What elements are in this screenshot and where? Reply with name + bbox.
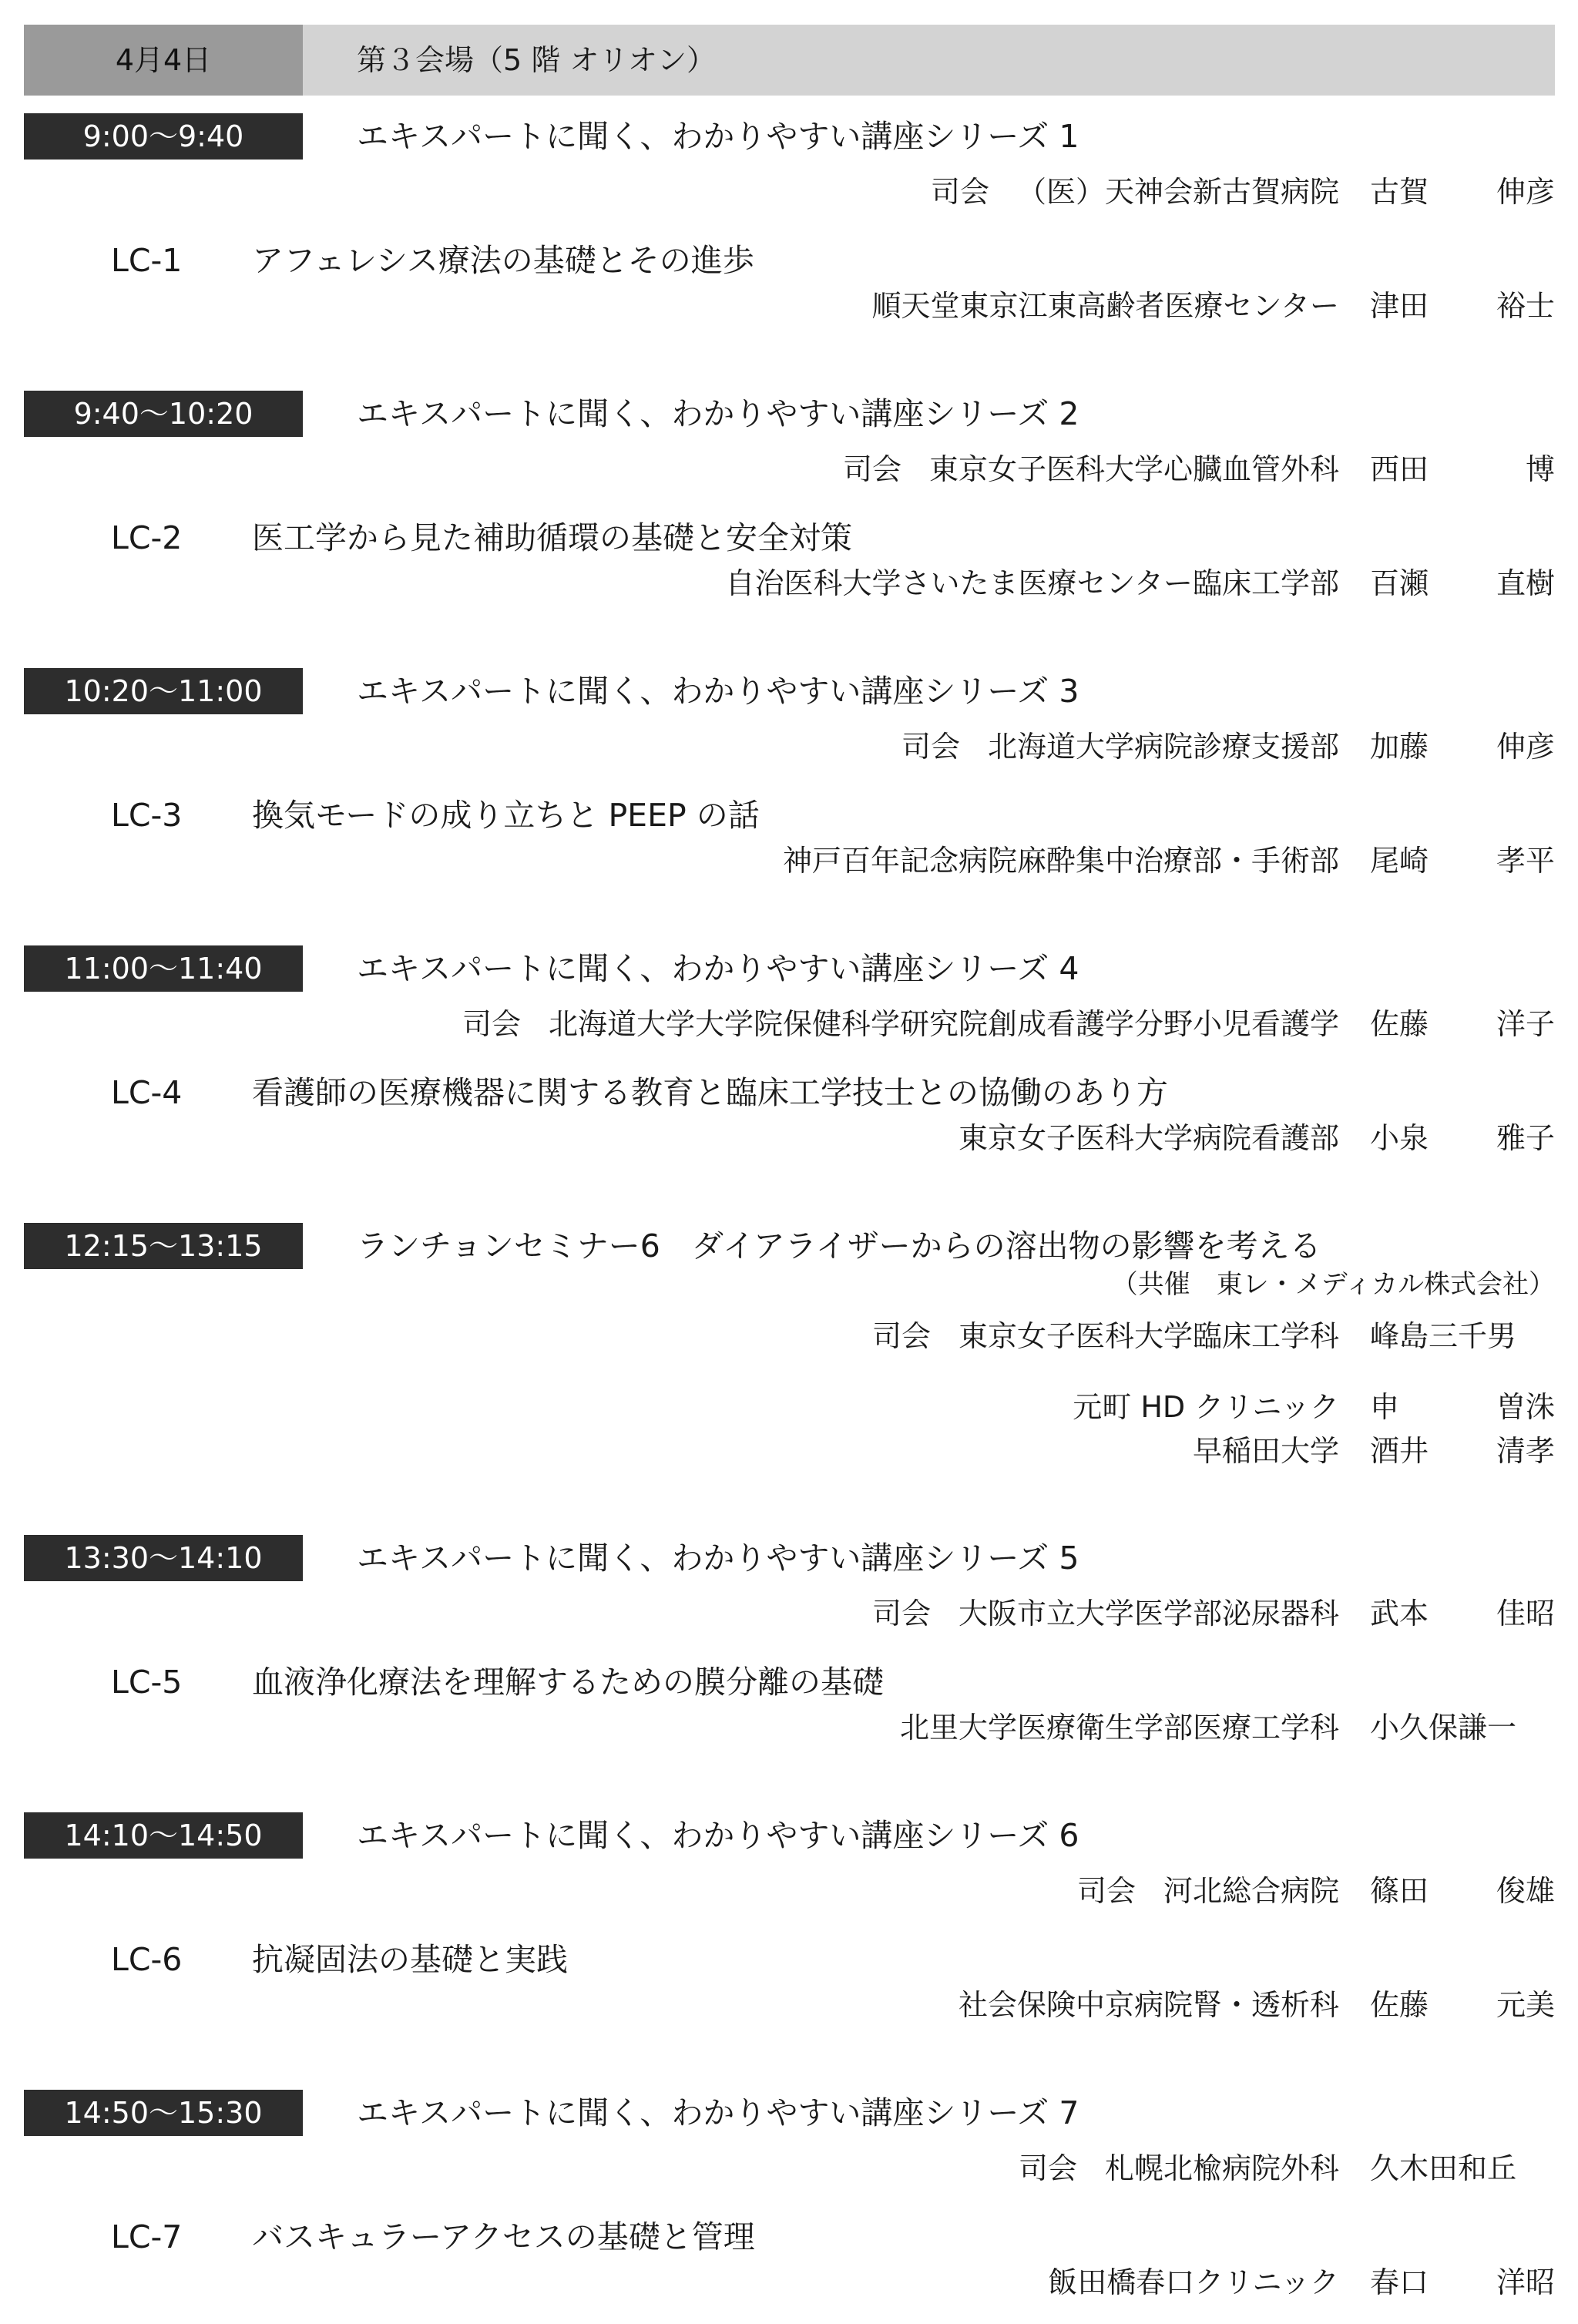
speaker-name: 津田 裕士 xyxy=(1370,289,1555,323)
speaker-line xyxy=(1193,1429,1555,1473)
lecture-title: バスキュラーアクセスの基礎と管理 xyxy=(252,2218,755,2255)
speaker-line xyxy=(726,562,1555,605)
chair-name: 佐藤 洋子 xyxy=(1370,1007,1555,1041)
chair-prefix: 司会 xyxy=(901,730,960,764)
speaker-line xyxy=(783,839,1555,882)
speaker-line xyxy=(1048,2261,1555,2304)
chair-prefix: 司会 xyxy=(462,1007,521,1041)
chair-name: 西田 博 xyxy=(1370,452,1555,486)
time-slot: 9:00〜9:40 xyxy=(24,113,303,160)
speaker-name: 佐藤 元美 xyxy=(1370,1988,1555,2022)
day-header xyxy=(24,25,1555,96)
chair-line xyxy=(872,1592,1555,1635)
chair-affiliation: 札幌北楡病院外科 xyxy=(1104,2151,1339,2185)
chair-line xyxy=(843,448,1555,491)
session-title: エキスパートに聞く、わかりやすい講座シリーズ 7 xyxy=(357,2094,1079,2131)
lecture-line xyxy=(111,238,754,283)
speaker-name: 春口 洋昭 xyxy=(1370,2265,1555,2299)
chair-prefix: 司会 xyxy=(871,1597,931,1630)
chair-name: 峰島三千男 xyxy=(1370,1319,1517,1353)
chair-prefix: 司会 xyxy=(1076,1874,1136,1908)
lecture-code: LC-3 xyxy=(111,797,183,834)
speaker-name: 尾崎 孝平 xyxy=(1370,844,1555,878)
chair-line xyxy=(872,1315,1555,1358)
lecture-title: 看護師の医療機器に関する教育と臨床工学技士との協働のあり方 xyxy=(252,1074,1169,1111)
time-slot: 13:30〜14:10 xyxy=(24,1535,303,1581)
speaker-affiliation: 早稲田大学 xyxy=(1192,1434,1339,1468)
chair-name: 武本 佳昭 xyxy=(1370,1597,1555,1630)
speaker-line xyxy=(872,284,1555,327)
lecture-code: LC-2 xyxy=(111,519,183,556)
chair-affiliation: 大阪市立大学医学部泌尿器科 xyxy=(958,1597,1339,1630)
chair-affiliation: 東京女子医科大学臨床工学科 xyxy=(958,1319,1339,1353)
speaker-line xyxy=(900,1706,1555,1749)
lecture-title: アフェレシス療法の基礎とその進歩 xyxy=(252,242,754,279)
lecture-code: LC-1 xyxy=(111,242,183,279)
chair-prefix: 司会 xyxy=(871,1319,931,1353)
time-slot: 11:00〜11:40 xyxy=(24,945,303,992)
lecture-code: LC-4 xyxy=(111,1074,183,1111)
chair-name: 古賀 伸彦 xyxy=(1370,175,1555,209)
chair-affiliation: （医）天神会新古賀病院 xyxy=(1016,175,1339,209)
lecture-line xyxy=(111,1937,568,1982)
time-slot: 14:50〜15:30 xyxy=(24,2090,303,2136)
lecture-line xyxy=(111,793,760,838)
session-title: エキスパートに聞く、わかりやすい講座シリーズ 5 xyxy=(357,1540,1079,1577)
time-slot: 9:40〜10:20 xyxy=(24,391,303,437)
chair-prefix: 司会 xyxy=(930,175,989,209)
chair-line xyxy=(901,725,1555,768)
session-title: エキスパートに聞く、わかりやすい講座シリーズ 1 xyxy=(357,118,1079,155)
chair-affiliation: 河北総合病院 xyxy=(1163,1874,1339,1908)
lecture-title: 換気モードの成り立ちと PEEP の話 xyxy=(252,797,760,834)
lecture-code: LC-7 xyxy=(111,2218,183,2255)
session-title: エキスパートに聞く、わかりやすい講座シリーズ 4 xyxy=(357,950,1079,987)
chair-affiliation: 北海道大学病院診療支援部 xyxy=(987,730,1339,764)
session-title: エキスパートに聞く、わかりやすい講座シリーズ 6 xyxy=(357,1817,1079,1854)
speaker-line xyxy=(1073,1385,1555,1429)
chair-line xyxy=(1077,1869,1555,1913)
speaker-affiliation: 東京女子医科大学病院看護部 xyxy=(958,1121,1339,1155)
time-slot: 10:20〜11:00 xyxy=(24,668,303,714)
speaker-name: 百瀬 直樹 xyxy=(1370,566,1555,600)
chair-name: 篠田 俊雄 xyxy=(1370,1874,1555,1908)
speaker-affiliation: 飯田橋春口クリニック xyxy=(1048,2265,1339,2299)
lecture-line xyxy=(111,1070,1168,1115)
lecture-title: 血液浄化療法を理解するための膜分離の基礎 xyxy=(252,1664,885,1701)
session-title: エキスパートに聞く、わかりやすい講座シリーズ 3 xyxy=(357,673,1079,710)
session-title: エキスパートに聞く、わかりやすい講座シリーズ 2 xyxy=(357,395,1079,432)
sponsor-note: （共催 東レ・メディカル株式会社） xyxy=(1111,1269,1555,1300)
lecture-title: 医工学から見た補助循環の基礎と安全対策 xyxy=(252,519,853,556)
speaker-affiliation: 神戸百年記念病院麻酔集中治療部・手術部 xyxy=(782,844,1339,878)
chair-prefix: 司会 xyxy=(842,452,901,486)
speaker-affiliation: 北里大学医療衛生学部医療工学科 xyxy=(899,1711,1339,1745)
speaker-affiliation: 社会保険中京病院腎・透析科 xyxy=(958,1988,1339,2022)
lecture-line xyxy=(111,1660,884,1704)
chair-line xyxy=(1019,2147,1555,2190)
chair-line xyxy=(931,170,1555,213)
time-slot: 14:10〜14:50 xyxy=(24,1812,303,1859)
speaker-affiliation: 元町 HD クリニック xyxy=(1073,1390,1339,1424)
speaker-affiliation: 自治医科大学さいたま医療センター臨床工学部 xyxy=(725,566,1339,600)
speaker-name: 申 曽洙 xyxy=(1370,1390,1555,1424)
session-title: ランチョンセミナー6 ダイアライザーからの溶出物の影響を考える xyxy=(357,1227,1321,1264)
lecture-title: 抗凝固法の基礎と実践 xyxy=(252,1941,569,1978)
chair-affiliation: 東京女子医科大学心臓血管外科 xyxy=(928,452,1339,486)
venue-label: 第３会場（5 階 オリオン） xyxy=(357,43,716,77)
chair-name: 久木田和丘 xyxy=(1370,2151,1517,2185)
chair-affiliation: 北海道大学大学院保健科学研究院創成看護学分野小児看護学 xyxy=(548,1007,1339,1041)
speaker-line xyxy=(959,1117,1555,1160)
speaker-name: 酒井 清孝 xyxy=(1370,1434,1555,1468)
speaker-affiliation: 順天堂東京江東高齢者医療センター xyxy=(871,289,1339,323)
date-label: 4月4日 xyxy=(24,25,303,96)
lecture-line xyxy=(111,516,852,560)
chair-name: 加藤 伸彦 xyxy=(1370,730,1555,764)
lecture-code: LC-6 xyxy=(111,1941,183,1978)
speaker-name: 小泉 雅子 xyxy=(1370,1121,1555,1155)
speaker-name: 小久保謙一 xyxy=(1370,1711,1517,1745)
chair-line xyxy=(462,1002,1555,1046)
lecture-line xyxy=(111,2215,755,2259)
chair-prefix: 司会 xyxy=(1018,2151,1077,2185)
time-slot: 12:15〜13:15 xyxy=(24,1223,303,1269)
lecture-code: LC-5 xyxy=(111,1664,183,1701)
speaker-line xyxy=(959,1983,1555,2027)
